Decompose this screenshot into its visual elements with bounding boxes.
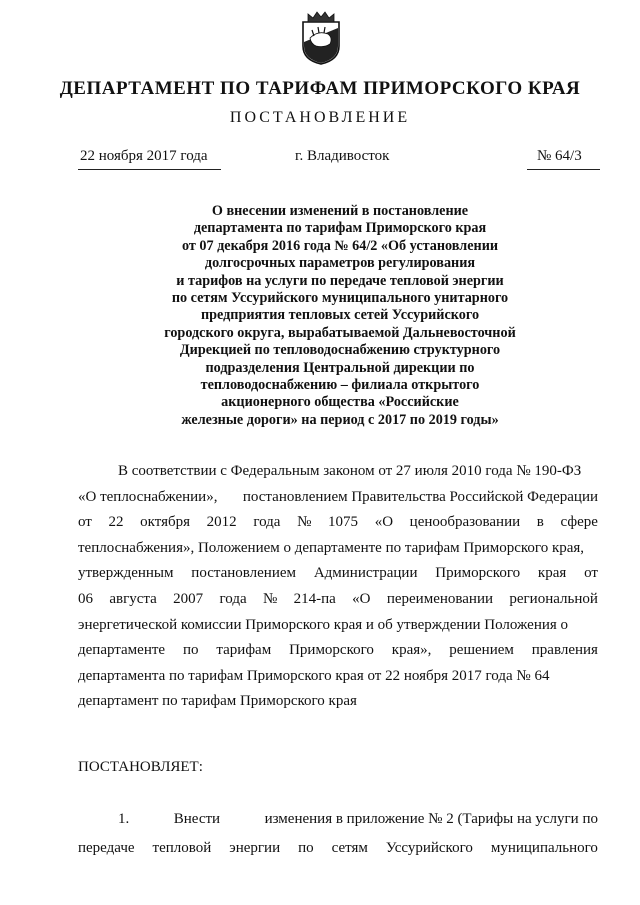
word: 2007 xyxy=(173,590,204,607)
word: края xyxy=(537,565,567,582)
document-title xyxy=(80,203,600,429)
body-line xyxy=(78,485,598,511)
title-line: от 07 декабря 2016 года № 64/2 «Об установлении xyxy=(181,237,499,254)
word: 22 xyxy=(108,514,124,531)
title-line: тепловодоснабжению – филиала открытого xyxy=(200,377,480,394)
title-line: О внесении изменений в постановление xyxy=(211,203,469,219)
title-line: акционерного общества «Российские xyxy=(221,394,459,411)
word: В соответствии с Федеральным законом от 27 июля 2010 года № 190-ФЗ xyxy=(118,463,582,479)
title-line: департамента по тарифам Приморского края xyxy=(193,220,487,237)
word: по xyxy=(298,840,314,856)
word: переименовании xyxy=(386,590,494,607)
body-line xyxy=(78,689,598,715)
date-underline xyxy=(78,169,221,170)
word: сетям xyxy=(331,840,368,856)
word: от xyxy=(78,514,92,531)
document-date: 22 ноября 2017 года xyxy=(80,148,208,164)
decree-word: ПОСТАНОВЛЯЕТ: xyxy=(78,759,203,775)
word: «О xyxy=(352,590,371,607)
word: «О теплоснабжении», xyxy=(78,488,218,505)
word: тарифам xyxy=(216,642,272,659)
document-number: № 64/3 xyxy=(537,148,582,164)
word: августа xyxy=(109,590,157,607)
body-line xyxy=(78,587,598,613)
word: Приморского xyxy=(435,565,521,582)
word: тепловой xyxy=(152,840,212,856)
item-1-paragraph xyxy=(78,805,598,863)
body-line xyxy=(78,459,598,485)
word: 1075 xyxy=(328,514,359,531)
word: ценообразовании xyxy=(409,514,521,531)
word: департамент по тарифам Приморского края xyxy=(78,693,357,710)
number-underline xyxy=(527,169,600,170)
word: Приморского xyxy=(289,642,374,659)
word: Внести xyxy=(173,811,221,827)
body-line xyxy=(78,561,598,587)
title-line: предприятия тепловых сетей Уссурийского xyxy=(200,307,480,324)
body-line xyxy=(78,536,598,562)
coat-of-arms-icon xyxy=(300,8,342,66)
word: октября xyxy=(140,514,191,531)
word: утвержденным xyxy=(78,565,174,582)
word: энергетической комиссии Приморского края и об утверждении Положения о xyxy=(78,616,569,633)
word: «О xyxy=(374,514,394,531)
word: правления xyxy=(531,642,598,659)
document-city: г. Владивосток xyxy=(295,148,390,164)
word: 2012 xyxy=(206,514,237,531)
word: 06 xyxy=(78,590,93,607)
word: по xyxy=(182,642,199,659)
word: в xyxy=(536,514,544,531)
body-line xyxy=(78,510,598,536)
title-line: долгосрочных параметров регулирования xyxy=(204,255,476,272)
title-line: подразделения Центральной дирекции по xyxy=(205,359,475,376)
title-line: городского округа, вырабатываемой Дальневосточной xyxy=(164,324,516,341)
preamble-paragraph xyxy=(78,459,598,715)
word: постановлением Правительства Российской Федерации xyxy=(242,488,598,505)
word: 1. xyxy=(118,811,130,827)
word: передаче xyxy=(78,840,135,856)
word: департамента по тарифам Приморского края от 22 ноября 2017 года № 64 xyxy=(78,667,550,684)
word: решением xyxy=(449,642,514,659)
word: № xyxy=(297,514,312,531)
document-type: ПОСТАНОВЛЕНИЕ xyxy=(229,109,411,126)
word: постановлением xyxy=(191,565,297,582)
title-line: Дирекцией по тепловодоснабжению структурного xyxy=(179,342,501,359)
word: региональной xyxy=(509,590,598,607)
word: года xyxy=(253,514,281,531)
title-line: железные дороги» на период с 2017 по 2019 годы» xyxy=(181,411,499,428)
word: энергии xyxy=(229,840,281,856)
body-line xyxy=(78,638,598,664)
word: № xyxy=(262,590,278,607)
body-line xyxy=(78,613,598,639)
department-name: ДЕПАРТАМЕНТ ПО ТАРИФАМ ПРИМОРСКОГО КРАЯ xyxy=(59,78,581,99)
item-line xyxy=(78,805,598,834)
word: Администрации xyxy=(313,565,418,582)
item-line xyxy=(78,834,598,863)
word: муниципального xyxy=(490,840,598,856)
word: края», xyxy=(391,642,432,659)
word: сфере xyxy=(560,514,598,531)
body-line xyxy=(78,664,598,690)
word: 214-па xyxy=(293,590,336,607)
title-line: по сетям Уссурийского муниципального унитарного xyxy=(171,290,509,307)
word: теплоснабжения», Положением о департаменте по тарифам Приморского края, xyxy=(78,539,585,556)
word: от xyxy=(584,565,598,582)
word: департаменте xyxy=(78,642,166,659)
word: Уссурийского xyxy=(385,840,473,856)
title-line: и тарифов на услуги по передаче тепловой энергии xyxy=(176,272,504,289)
word: года xyxy=(219,590,247,607)
word: изменения в приложение № 2 (Тарифы на услуги по xyxy=(264,811,598,827)
